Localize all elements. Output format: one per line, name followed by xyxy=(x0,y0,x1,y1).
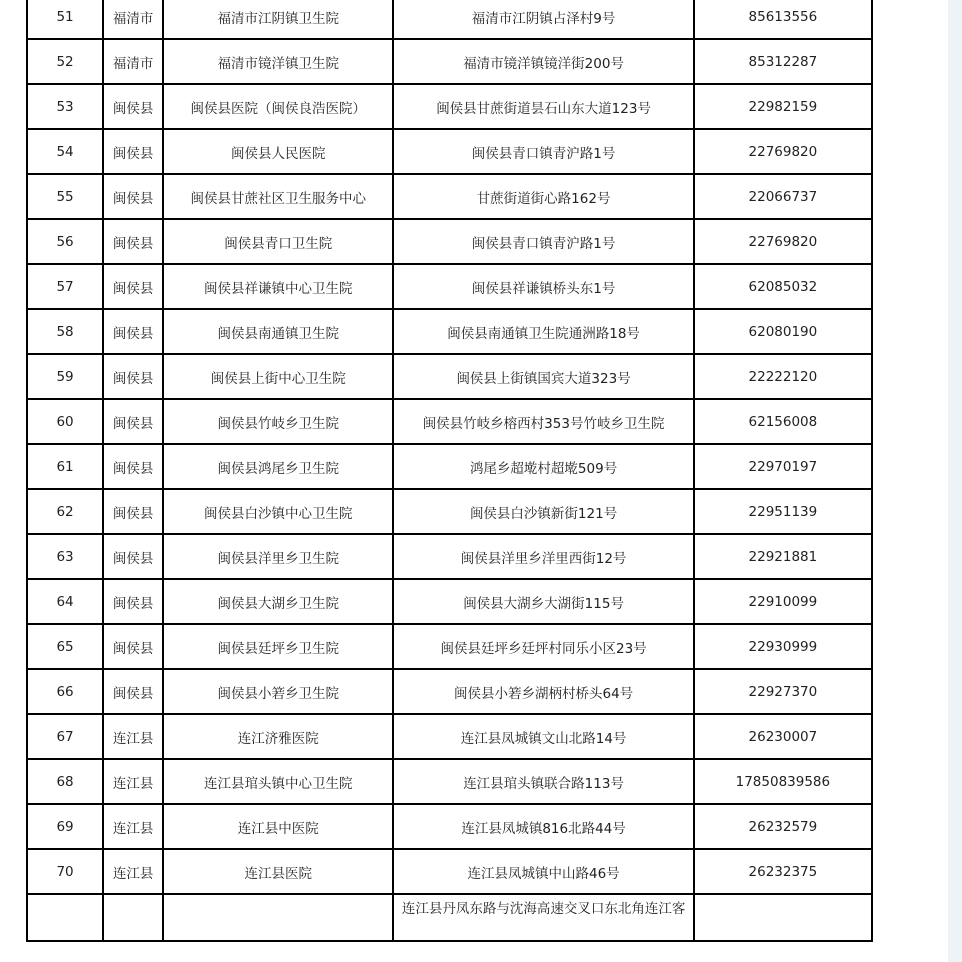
cell-name: 闽侯县廷坪乡卫生院 xyxy=(163,624,393,669)
cell-no: 61 xyxy=(27,444,103,489)
cell-address: 闽侯县祥谦镇桥头东1号 xyxy=(393,264,693,309)
cell-name: 闽侯县甘蔗社区卫生服务中心 xyxy=(163,174,393,219)
cell-name: 闽侯县上街中心卫生院 xyxy=(163,354,393,399)
cell-address: 闽侯县大湖乡大湖街115号 xyxy=(393,579,693,624)
cell-name: 闽侯县白沙镇中心卫生院 xyxy=(163,489,393,534)
cell-no: 66 xyxy=(27,669,103,714)
cell-no: 52 xyxy=(27,39,103,84)
cell-address: 闽侯县廷坪乡廷坪村同乐小区23号 xyxy=(393,624,693,669)
cell-county: 连江县 xyxy=(103,714,163,759)
cell-address: 连江县丹凤东路与沈海高速交叉口东北角连江客 xyxy=(393,894,693,941)
hospital-table-body xyxy=(27,0,872,941)
cell-county: 闽侯县 xyxy=(103,534,163,579)
cell-county: 闽侯县 xyxy=(103,219,163,264)
cell-no: 67 xyxy=(27,714,103,759)
cell-phone: 22066737 xyxy=(694,174,872,219)
cell-no: 56 xyxy=(27,219,103,264)
cell-county: 闽侯县 xyxy=(103,579,163,624)
cell-county xyxy=(103,894,163,941)
cell-address: 福清市镜洋镇镜洋街200号 xyxy=(393,39,693,84)
cell-address: 闽侯县青口镇青沪路1号 xyxy=(393,129,693,174)
cell-no: 55 xyxy=(27,174,103,219)
cell-county: 连江县 xyxy=(103,804,163,849)
cell-address: 闽侯县白沙镇新街121号 xyxy=(393,489,693,534)
table-row xyxy=(27,0,872,39)
cell-name: 福清市江阴镇卫生院 xyxy=(163,0,393,39)
cell-county: 闽侯县 xyxy=(103,489,163,534)
table-row xyxy=(27,264,872,309)
cell-phone: 85312287 xyxy=(694,39,872,84)
table-row xyxy=(27,399,872,444)
cell-address: 闽侯县竹岐乡榕西村353号竹岐乡卫生院 xyxy=(393,399,693,444)
table-row xyxy=(27,84,872,129)
cell-phone: 26232579 xyxy=(694,804,872,849)
table-row xyxy=(27,714,872,759)
cell-phone: 22910099 xyxy=(694,579,872,624)
cell-address: 闽侯县南通镇卫生院通洲路18号 xyxy=(393,309,693,354)
cell-phone: 62080190 xyxy=(694,309,872,354)
table-row xyxy=(27,579,872,624)
cell-phone: 26230007 xyxy=(694,714,872,759)
cell-county: 闽侯县 xyxy=(103,264,163,309)
cell-county: 闽侯县 xyxy=(103,129,163,174)
cell-no: 63 xyxy=(27,534,103,579)
table-row xyxy=(27,759,872,804)
cell-address: 连江县凤城镇文山北路14号 xyxy=(393,714,693,759)
cell-county: 连江县 xyxy=(103,849,163,894)
cell-address: 闽侯县小箬乡湖柄村桥头64号 xyxy=(393,669,693,714)
table-row xyxy=(27,534,872,579)
cell-phone: 22921881 xyxy=(694,534,872,579)
cell-name: 闽侯县鸿尾乡卫生院 xyxy=(163,444,393,489)
table-row xyxy=(27,39,872,84)
table-row xyxy=(27,444,872,489)
cell-no: 62 xyxy=(27,489,103,534)
cell-name: 闽侯县小箬乡卫生院 xyxy=(163,669,393,714)
cell-no: 58 xyxy=(27,309,103,354)
table-row xyxy=(27,489,872,534)
cell-no: 64 xyxy=(27,579,103,624)
cell-name: 连江县医院 xyxy=(163,849,393,894)
table-row xyxy=(27,354,872,399)
cell-name: 闽侯县大湖乡卫生院 xyxy=(163,579,393,624)
cell-no: 57 xyxy=(27,264,103,309)
cell-county: 闽侯县 xyxy=(103,624,163,669)
cell-county: 连江县 xyxy=(103,759,163,804)
cell-address: 闽侯县甘蔗街道昙石山东大道123号 xyxy=(393,84,693,129)
cell-name xyxy=(163,894,393,941)
cell-phone: 22769820 xyxy=(694,129,872,174)
cell-no: 65 xyxy=(27,624,103,669)
table-row xyxy=(27,849,872,894)
cell-phone: 22930999 xyxy=(694,624,872,669)
table-row xyxy=(27,804,872,849)
table-row xyxy=(27,309,872,354)
cell-no: 54 xyxy=(27,129,103,174)
cell-address: 福清市江阴镇占泽村9号 xyxy=(393,0,693,39)
table-row xyxy=(27,129,872,174)
cell-county: 福清市 xyxy=(103,0,163,39)
cell-no: 53 xyxy=(27,84,103,129)
table-row xyxy=(27,174,872,219)
cell-name: 闽侯县人民医院 xyxy=(163,129,393,174)
cell-phone: 17850839586 xyxy=(694,759,872,804)
cell-no: 60 xyxy=(27,399,103,444)
cell-name: 闽侯县南通镇卫生院 xyxy=(163,309,393,354)
cell-name: 闽侯县洋里乡卫生院 xyxy=(163,534,393,579)
table-row xyxy=(27,669,872,714)
cell-address: 甘蔗街道街心路162号 xyxy=(393,174,693,219)
cell-county: 福清市 xyxy=(103,39,163,84)
cell-no: 69 xyxy=(27,804,103,849)
cell-county: 闽侯县 xyxy=(103,174,163,219)
cell-county: 闽侯县 xyxy=(103,309,163,354)
cell-phone: 22970197 xyxy=(694,444,872,489)
cell-county: 闽侯县 xyxy=(103,399,163,444)
cell-phone: 22951139 xyxy=(694,489,872,534)
cell-name: 连江济雅医院 xyxy=(163,714,393,759)
cell-address: 连江县琯头镇联合路113号 xyxy=(393,759,693,804)
cell-phone xyxy=(694,894,872,941)
cell-address: 连江县凤城镇816北路44号 xyxy=(393,804,693,849)
cell-county: 闽侯县 xyxy=(103,444,163,489)
hospital-table xyxy=(26,0,873,942)
cell-address: 闽侯县上街镇国宾大道323号 xyxy=(393,354,693,399)
cell-name: 闽侯县祥谦镇中心卫生院 xyxy=(163,264,393,309)
cell-county: 闽侯县 xyxy=(103,354,163,399)
cell-address: 闽侯县青口镇青沪路1号 xyxy=(393,219,693,264)
cell-phone: 26232375 xyxy=(694,849,872,894)
cell-name: 连江县琯头镇中心卫生院 xyxy=(163,759,393,804)
table-row xyxy=(27,624,872,669)
cell-name: 闽侯县医院（闽侯良浩医院） xyxy=(163,84,393,129)
page-side-margin xyxy=(948,0,962,962)
cell-county: 闽侯县 xyxy=(103,669,163,714)
cell-phone: 62085032 xyxy=(694,264,872,309)
cell-address: 闽侯县洋里乡洋里西街12号 xyxy=(393,534,693,579)
cell-phone: 22982159 xyxy=(694,84,872,129)
cell-county: 闽侯县 xyxy=(103,84,163,129)
cell-phone: 22222120 xyxy=(694,354,872,399)
cell-name: 闽侯县青口卫生院 xyxy=(163,219,393,264)
cell-no: 51 xyxy=(27,0,103,39)
table-row xyxy=(27,219,872,264)
cell-phone: 85613556 xyxy=(694,0,872,39)
cell-address: 鸿尾乡超墘村超墘509号 xyxy=(393,444,693,489)
cell-phone: 22769820 xyxy=(694,219,872,264)
cell-phone: 62156008 xyxy=(694,399,872,444)
cell-name: 连江县中医院 xyxy=(163,804,393,849)
cell-no: 59 xyxy=(27,354,103,399)
cell-name: 福清市镜洋镇卫生院 xyxy=(163,39,393,84)
cell-no: 70 xyxy=(27,849,103,894)
cell-name: 闽侯县竹岐乡卫生院 xyxy=(163,399,393,444)
cell-no: 68 xyxy=(27,759,103,804)
cell-no xyxy=(27,894,103,941)
table-row-partial xyxy=(27,894,872,941)
cell-phone: 22927370 xyxy=(694,669,872,714)
cell-address: 连江县凤城镇中山路46号 xyxy=(393,849,693,894)
